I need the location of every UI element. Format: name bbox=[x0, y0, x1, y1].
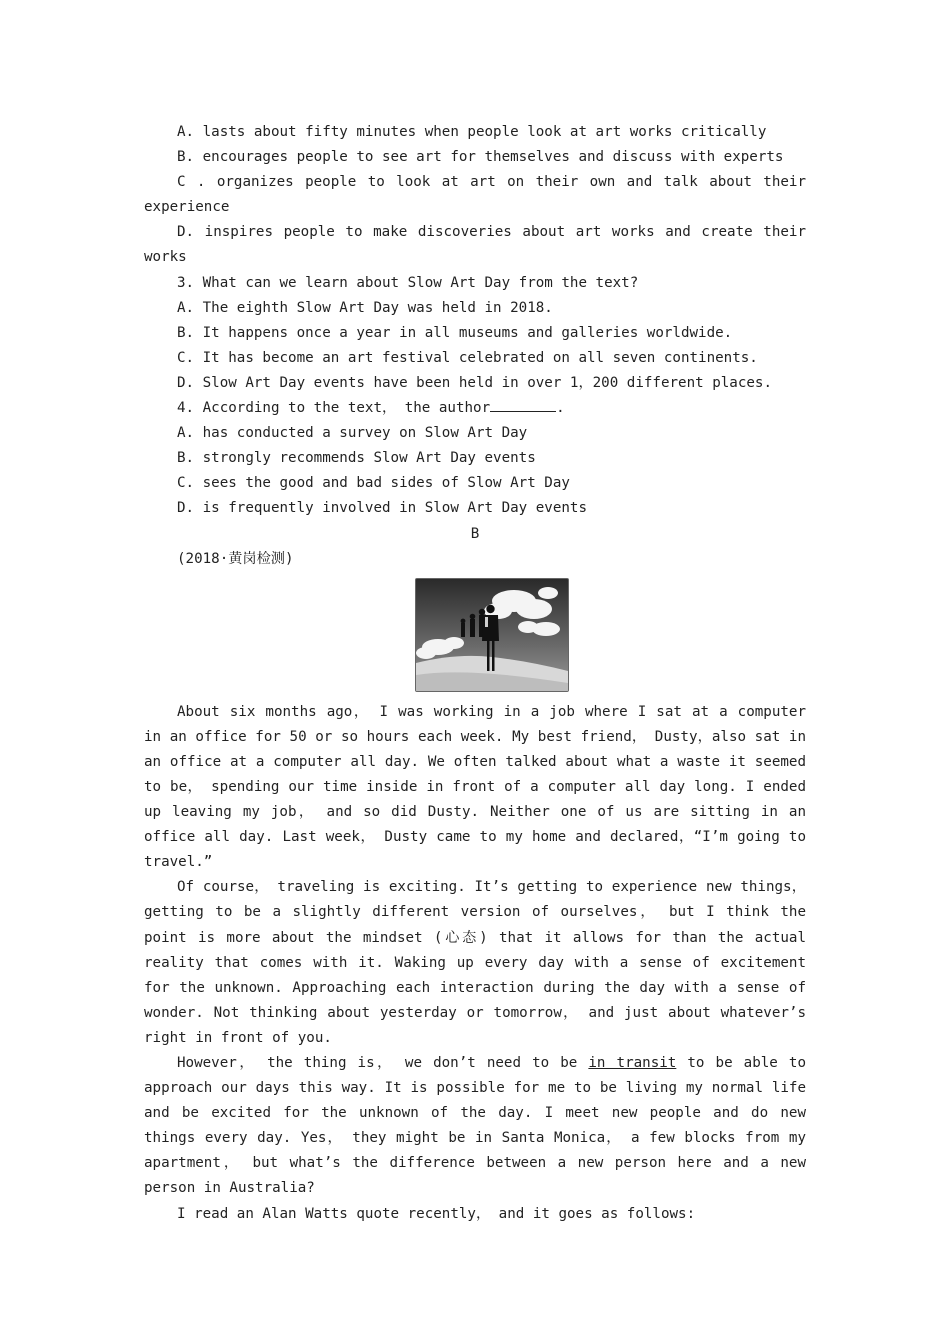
paragraph-3-before: However， the thing is， we don’t need to be bbox=[177, 1055, 589, 1071]
q2-option-c-line1: C . organizes people to look at art on their own and talk about their bbox=[177, 174, 806, 191]
q3-stem: 3. What can we learn about Slow Art Day from the text? bbox=[177, 274, 639, 291]
q4-stem-prefix: 4. According to the text， the author bbox=[177, 400, 491, 417]
q2-option-c-line2: experience bbox=[144, 199, 230, 216]
paragraph-3-after: to be able to approach our days this way. It is possible for me to be living my normal life and be excited for the unknown of the day. I meet new people and do new things every day. Yes， they might be in Santa Monica， a few blocks from my apartment， but what’s the difference between a new person here and a new person in Australia? bbox=[144, 1055, 806, 1197]
passage-paragraph-4: I read an Alan Watts quote recently， and it goes as follows: bbox=[177, 1205, 696, 1222]
hikers-illustration bbox=[416, 579, 568, 691]
q3-option-b: B. It happens once a year in all museums and galleries worldwide. bbox=[177, 324, 733, 341]
photo-container bbox=[144, 572, 806, 700]
q3-option-d: D. Slow Art Day events have been held in over 1，200 different places. bbox=[177, 374, 773, 391]
section-source: (2018·黄岗检测) bbox=[177, 550, 294, 567]
q2-option-d-line1: D. inspires people to make discoveries about art works and create their bbox=[177, 224, 806, 241]
q4-option-a: A. has conducted a survey on Slow Art Day bbox=[177, 425, 528, 442]
q2-option-d-line2: works bbox=[144, 249, 187, 266]
passage-paragraph-2: Of course， traveling is exciting. It’s getting to experience new things，getting to be a slightly different version of ourselves， but I think the point is more about the mindset (心态) that it allows for than the actual reality that comes with it. Waking up every day with a sense of excitement for the unknown. Approaching each interaction during the day with a sense of wonder. Not thinking about yesterday or tomorrow， and just about whatever’s right in front of you. bbox=[144, 879, 806, 1046]
section-label: B bbox=[470, 525, 480, 542]
passage-paragraph-1: About six months ago， I was working in a job where I sat at a computer in an office for 50 or so hours each week. My best friend， Dusty，also sat in an office at a computer all day. We often talked about what a waste it seemed to be， spending our time inside in front of a computer all day long. I ended up leaving my job， and so did Dusty. Neither one of us are sitting in an office all day. Last week， Dusty came to my home and declared，“I’m going to travel.” bbox=[144, 703, 806, 871]
q4-stem bbox=[144, 396, 806, 421]
q4-stem-suffix: . bbox=[556, 400, 565, 417]
passage-paragraph-3 bbox=[144, 1051, 806, 1202]
q3-option-c: C. It has become an art festival celebrated on all seven continents. bbox=[177, 349, 758, 366]
q2-option-b: B. encourages people to see art for themselves and discuss with experts bbox=[177, 149, 784, 166]
q2-option-a: A. lasts about fifty minutes when people look at art works critically bbox=[177, 124, 767, 140]
q4-option-c: C. sees the good and bad sides of Slow Art Day bbox=[177, 475, 570, 492]
q3-option-a: A. The eighth Slow Art Day was held in 2018. bbox=[177, 299, 553, 316]
answer-blank bbox=[490, 397, 556, 412]
q4-option-d: D. is frequently involved in Slow Art Day events bbox=[177, 500, 587, 517]
underlined-phrase: in transit bbox=[588, 1055, 677, 1071]
document-page bbox=[144, 120, 806, 1227]
hikers-photo bbox=[415, 578, 569, 692]
q4-option-b: B. strongly recommends Slow Art Day events bbox=[177, 450, 536, 467]
